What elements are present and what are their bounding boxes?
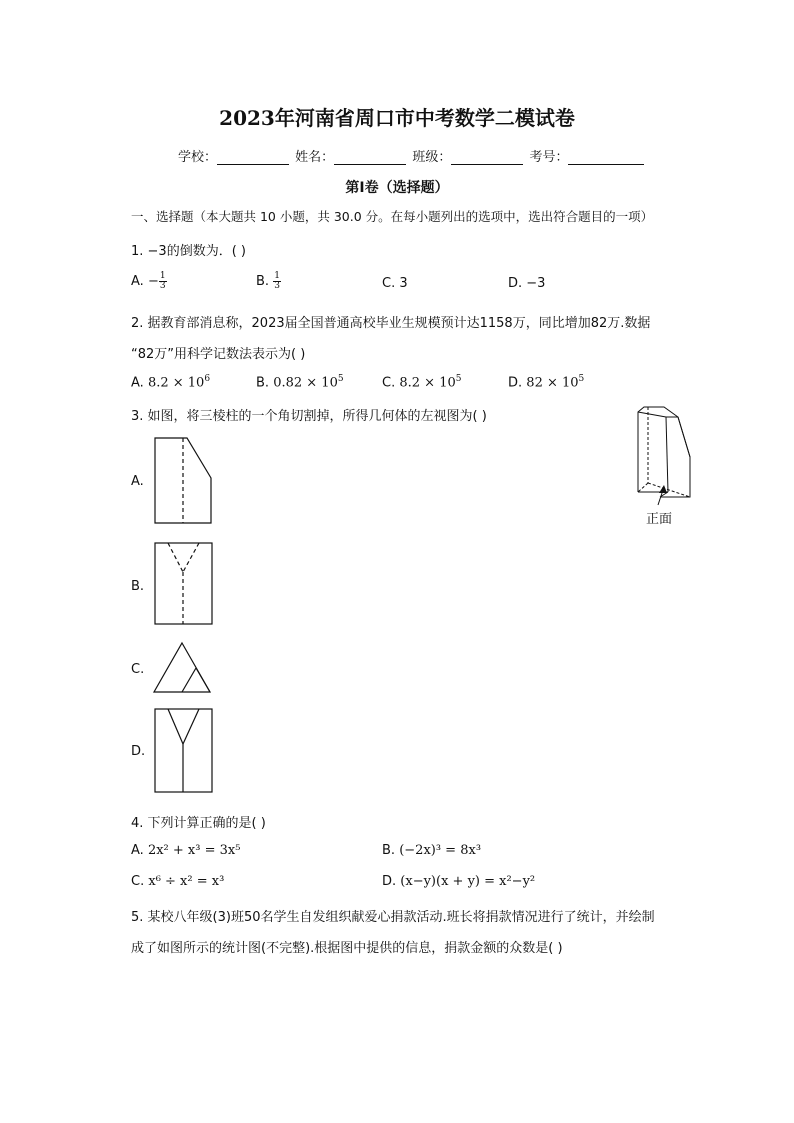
q1-a-sign: − xyxy=(147,274,159,289)
q3-c-outer-triangle xyxy=(154,643,210,692)
solid-outline xyxy=(638,407,690,497)
q1-a-fraction xyxy=(159,272,167,291)
q1-option-c: C. 3 xyxy=(382,276,408,291)
q3-b-dashed-left xyxy=(168,543,183,572)
q2-a-label: A. xyxy=(131,375,144,391)
q2-option-b xyxy=(256,374,344,390)
q4-d-expr: (x−y)(x + y) = x²−y² xyxy=(400,874,536,889)
q1-b-label: B. xyxy=(256,274,270,289)
q3-stem: 3. 如图，将三棱柱的一个角切割掉，所得几何体的左视图为( ) xyxy=(131,409,487,424)
class-label: 班级： xyxy=(412,150,452,165)
q1-b-numerator: 1 xyxy=(274,271,280,281)
q4-a-label: A. xyxy=(131,843,144,858)
q2-b-base: 0.82 × 10 xyxy=(273,375,338,391)
section-heading: 一、选择题（本大题共 10 小题，共 30.0 分。在每小题列出的选项中，选出符合题目的一项） xyxy=(131,209,654,224)
q1-option-d: D. −3 xyxy=(508,276,546,291)
solid-hidden-base xyxy=(648,483,690,497)
q3-c-label[interactable]: C. xyxy=(131,662,145,677)
q2-c-exp: 5 xyxy=(455,374,462,384)
class-blank[interactable] xyxy=(451,150,523,165)
q4-c-label: C. xyxy=(131,874,145,889)
q4-option-c xyxy=(131,874,224,889)
q5-stem-line1: 5. 某校八年级(3)班50名学生自发组织献爱心捐款活动.班长将捐款情况进行了统计，并绘制 xyxy=(131,910,655,925)
q1-b-fraction xyxy=(273,272,281,291)
q4-b-expr: (−2x)³ = 8x³ xyxy=(399,843,482,858)
q2-a-exp: 6 xyxy=(204,374,211,384)
q4-option-a xyxy=(131,843,240,858)
q3-b-label[interactable]: B. xyxy=(131,579,145,594)
page-title: 2023年河南省周口市中考数学二模试卷 xyxy=(219,106,575,130)
q2-stem-line2: “82万”用科学记数法表示为( ) xyxy=(131,347,306,362)
q3-d-line-right xyxy=(183,709,199,744)
q5-stem-line2: 成了如图所示的统计图(不完整).根据图中提供的信息，捐款金额的众数是( ) xyxy=(131,941,563,956)
solid-front-edge xyxy=(666,417,668,492)
q3-b-dashed-right xyxy=(183,543,199,572)
q2-b-label: B. xyxy=(256,375,270,391)
q2-option-a xyxy=(131,374,210,390)
q2-c-base: 8.2 × 10 xyxy=(399,375,456,391)
q2-option-d xyxy=(508,374,584,390)
q2-d-base: 82 × 10 xyxy=(526,375,579,391)
school-blank[interactable] xyxy=(217,150,289,165)
q4-d-label: D. xyxy=(382,874,397,889)
q4-a-expr: 2x² + x³ = 3x⁵ xyxy=(147,843,241,858)
q3-a-label[interactable]: A. xyxy=(131,474,144,489)
q2-stem-line1: 2. 据教育部消息称，2023届全国普通高校毕业生规模预计达1158万，同比增加82万.数据 xyxy=(131,316,651,331)
q3-solid-figure xyxy=(636,405,696,500)
q4-b-label: B. xyxy=(382,843,396,858)
solid-hidden-base-2 xyxy=(638,483,648,492)
q1-option-b xyxy=(256,272,281,291)
volume-title: 第Ⅰ卷（选择题） xyxy=(345,180,449,196)
name-label: 姓名： xyxy=(295,150,335,165)
q1-stem: 1. −3的倒数为．( ) xyxy=(131,244,246,259)
q2-d-exp: 5 xyxy=(578,374,585,384)
q2-d-label: D. xyxy=(508,375,523,391)
exam-no-label: 考号： xyxy=(529,150,569,165)
q3-c-inner-line-2 xyxy=(196,668,210,692)
q1-b-denominator: 3 xyxy=(274,281,280,291)
q2-option-c xyxy=(382,374,461,390)
q2-b-exp: 5 xyxy=(337,374,344,384)
q1-a-numerator: 1 xyxy=(159,271,166,281)
q3-option-d-figure[interactable] xyxy=(154,708,214,794)
solid-top-edge xyxy=(638,412,666,417)
q3-c-inner-line xyxy=(182,668,196,692)
q4-option-d xyxy=(382,874,535,889)
q3-option-b-figure[interactable] xyxy=(154,542,214,626)
front-arrow-head xyxy=(659,485,667,493)
q3-option-a-figure[interactable] xyxy=(154,437,214,525)
exam-no-blank[interactable] xyxy=(568,150,644,165)
q3-d-line-left xyxy=(168,709,183,744)
q4-c-expr: x⁶ ÷ x² = x³ xyxy=(148,874,225,889)
q3-b-outline xyxy=(155,543,212,624)
front-label: 正面 xyxy=(646,512,673,527)
solid-cut-edge xyxy=(678,417,690,457)
q3-option-c-figure[interactable] xyxy=(153,641,213,695)
q4-stem: 4. 下列计算正确的是( ) xyxy=(131,816,266,831)
q1-a-denominator: 3 xyxy=(159,281,166,291)
school-label: 学校： xyxy=(178,150,218,165)
q2-a-base: 8.2 × 10 xyxy=(147,375,205,391)
name-blank[interactable] xyxy=(334,150,406,165)
q4-option-b xyxy=(382,843,481,858)
q1-option-a xyxy=(131,272,167,291)
q3-d-label[interactable]: D. xyxy=(131,744,146,759)
q2-c-label: C. xyxy=(382,375,396,391)
header-fields xyxy=(178,146,646,165)
q1-a-label: A. xyxy=(131,274,144,289)
